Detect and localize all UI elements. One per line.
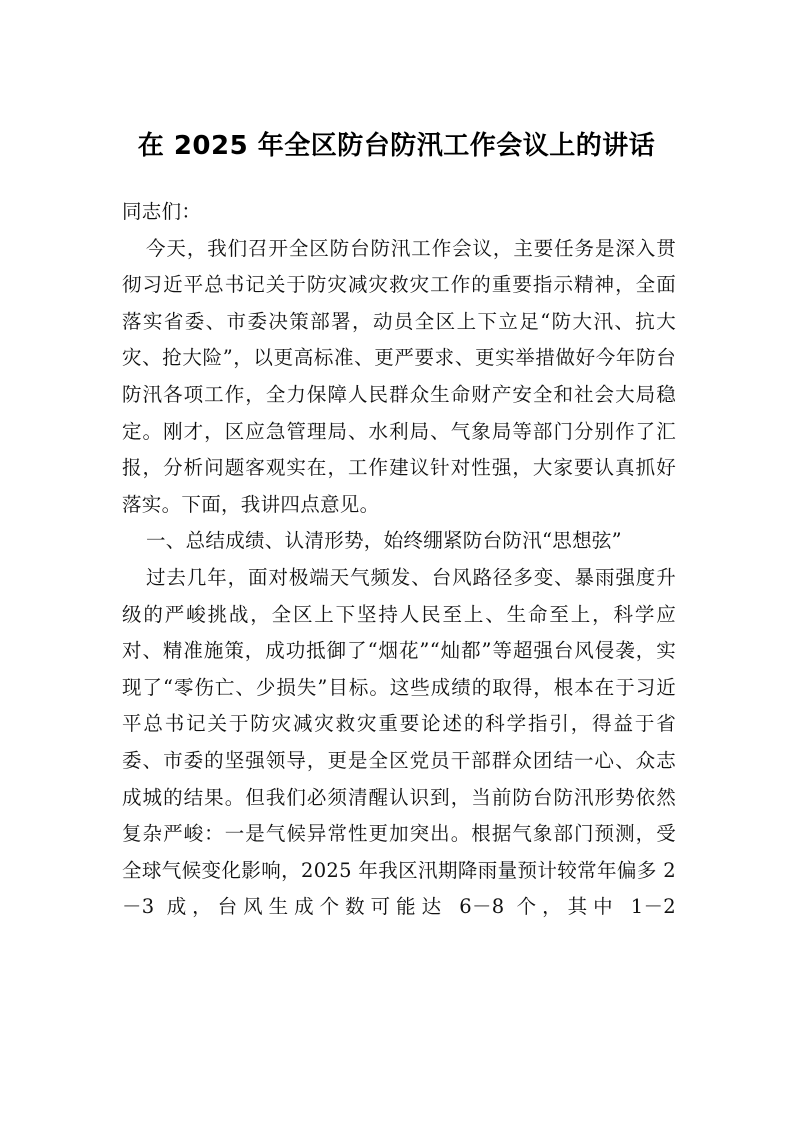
section-heading-1: 一、总结成绩、认清形势，始终绷紧防台防汛“思想弦” (146, 529, 622, 553)
intro-paragraph: 今天，我们召开全区防台防汛工作会议，主要任务是深入贯彻习近平总书记关于防灾减灾救灾工作的重要指示精神，全面落实省委、市委决策部署，动员全区上下立足“防大汛、抗大灾、抢大险”，以更高标准、更严要求、更实举措做好今年防台防汛各项工作，全力保障人民群众生命财产安全和社会大局稳定。刚才，区应急管理局、水利局、气象局等部门分别作了汇报，分析问题客观实在，工作建议针对性强，大家要认真抓好落实。下面，我讲四点意见。 (122, 236, 676, 516)
document-title: 在 2025 年全区防台防汛工作会议上的讲话 (137, 131, 656, 161)
salutation: 同志们： (122, 200, 202, 223)
section-1-paragraph: 过去几年，面对极端天气频发、台风路径多变、暴雨强度升级的严峻挑战，全区上下坚持人民至上、生命至上，科学应对、精准施策，成功抵御了“烟花”“灿都”等超强台风侵袭，实现了“零伤亡、少损失”目标。这些成绩的取得，根本在于习近平总书记关于防灾减灾救灾重要论述的科学指引，得益于省委、市委的坚强领导，更是全区党员干部群众团结一心、众志成城的结果。但我们必须清醒认识到，当前防台防汛形势依然复杂严峻：一是气候异常性更加突出。根据气象部门预测，受全球气候变化影响，2025 年我区汛期降雨量预计较常年偏多 2－3 成，台风生成个数可能达 6－8 个，其中 1－2 (122, 565, 676, 919)
document-body (122, 194, 676, 926)
